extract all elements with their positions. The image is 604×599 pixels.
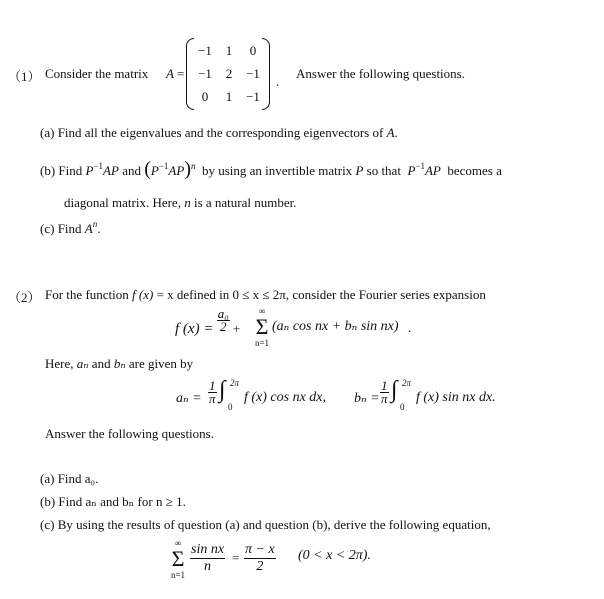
- part-text: Find aₙ and bₙ for n ≥ 1.: [58, 494, 186, 509]
- text: are given by: [128, 356, 194, 371]
- sup: −1: [415, 161, 425, 171]
- q2-part-b: [40, 494, 186, 510]
- punct: .: [97, 221, 101, 236]
- text: For the function: [45, 287, 129, 302]
- pi-minus-x-over-2: $\frac{\pi - x}{2}$: [245, 542, 275, 574]
- paren: ): [184, 158, 191, 180]
- bn-lhs: bₙ =: [354, 391, 380, 406]
- final-summation: ∞ Σ n=1: [170, 538, 186, 580]
- summation: ∞ Σ n=1: [254, 306, 270, 348]
- integral-sign: ∫: [391, 377, 398, 403]
- q1-equals: =: [177, 66, 185, 81]
- an-lhs: aₙ =: [176, 391, 202, 406]
- an-integrand: f (x) cos nx dx,: [244, 390, 327, 405]
- var-P: P: [85, 163, 94, 178]
- int-upper: 2π: [230, 378, 240, 388]
- q1-part-b-line2: [64, 195, 297, 211]
- int-upper: 2π: [402, 378, 412, 388]
- var-AP: AP: [424, 163, 441, 178]
- part-text: Find all the eigenvalues and the corresponding eigenvectors of: [57, 125, 384, 140]
- matrix-left-bracket: [186, 38, 194, 110]
- series-term: (aₙ cos nx + bₙ sin nx): [272, 319, 399, 334]
- text: Find: [58, 163, 83, 178]
- sup-n: n: [92, 219, 98, 229]
- q2-number: （2）: [8, 290, 41, 305]
- part-text: Find a₀.: [57, 471, 99, 486]
- matrix-cell: −1: [246, 89, 260, 104]
- sup: −1: [93, 161, 104, 171]
- sup-n: n: [190, 161, 196, 171]
- final-condition: (0 < x < 2π).: [298, 548, 371, 563]
- q2-part-c: [40, 517, 491, 533]
- final-equals: =: [232, 550, 240, 565]
- q1-matrix-name: A: [166, 66, 174, 81]
- paren: (: [144, 158, 151, 180]
- q2-part-a: [40, 471, 98, 487]
- part-label: (c): [40, 221, 55, 236]
- bn-integrand: f (x) sin nx dx.: [416, 390, 496, 405]
- part-label: (a): [40, 125, 55, 140]
- series-lhs: f (x) =: [175, 321, 214, 338]
- var-bn: bₙ: [113, 356, 126, 371]
- part-text: By using the results of question (a) and question (b), derive the following equation,: [57, 517, 491, 532]
- integral-sign: ∫: [219, 377, 226, 403]
- matrix-cell: −1: [198, 43, 212, 58]
- matrix-cell: 0: [249, 43, 257, 58]
- text: and: [91, 356, 111, 371]
- text: so that: [366, 163, 401, 178]
- int-lower: 0: [400, 402, 405, 412]
- q1-intro: Consider the matrix: [45, 66, 149, 81]
- punct: .: [394, 125, 398, 140]
- var-P: P: [355, 163, 364, 178]
- text: diagonal matrix. Here,: [64, 195, 181, 210]
- text: = x: [156, 287, 174, 302]
- series-period: .: [408, 320, 412, 335]
- one-over-pi: $\frac{1}{\pi}$: [209, 378, 216, 406]
- text: Here,: [45, 356, 74, 371]
- text: becomes a: [447, 163, 502, 178]
- var-A: A: [386, 125, 395, 140]
- var-A: A: [84, 221, 93, 236]
- matrix-A: [186, 38, 270, 110]
- text: is a natural number.: [193, 195, 297, 210]
- q2-intro: [45, 287, 486, 303]
- matrix-cell: −1: [198, 66, 212, 81]
- text: defined in 0 ≤ x ≤ 2π, consider the Fourier series expansion: [176, 287, 486, 302]
- var-an: aₙ: [76, 356, 89, 371]
- matrix-cell: −1: [246, 66, 260, 81]
- sin-nx-over-n: $\frac{\text{sin nx}}{n}$: [191, 542, 225, 574]
- matrix-cell: 1: [225, 89, 233, 104]
- text: Find: [57, 221, 82, 236]
- part-label: (b): [40, 163, 56, 178]
- var-P: P: [150, 163, 159, 178]
- part-label: (a): [40, 471, 55, 486]
- fourier-series-formula: [175, 306, 241, 350]
- q1-part-c: [40, 219, 100, 237]
- part-label: (b): [40, 494, 56, 509]
- text: by using an invertible matrix: [201, 163, 353, 178]
- plus: +: [232, 321, 241, 337]
- one-over-pi: $\frac{1}{\pi}$: [381, 378, 388, 406]
- var-P: P: [407, 163, 416, 178]
- q1-after: Answer the following questions.: [296, 66, 465, 81]
- int-lower: 0: [228, 402, 233, 412]
- var-AP: AP: [168, 163, 185, 178]
- var-n: n: [184, 195, 191, 210]
- q2-answer: Answer the following questions.: [45, 426, 214, 441]
- q1-period: .: [276, 74, 280, 89]
- q1-part-b: [40, 158, 502, 181]
- part-label: (c): [40, 517, 55, 532]
- matrix-cell: 0: [201, 89, 209, 104]
- sup: −1: [158, 161, 169, 171]
- var-AP: AP: [103, 163, 119, 178]
- q2-here-line: [45, 356, 193, 372]
- matrix-cell: 1: [225, 43, 233, 58]
- q1-number: （1）: [8, 69, 41, 84]
- text: and: [122, 163, 141, 178]
- a0-over-2: $\frac{\text{a₀}}{2}$: [217, 306, 229, 334]
- q1-part-a: [40, 125, 398, 141]
- f-of-x: f (x): [132, 287, 154, 302]
- matrix-cell: 2: [225, 66, 233, 81]
